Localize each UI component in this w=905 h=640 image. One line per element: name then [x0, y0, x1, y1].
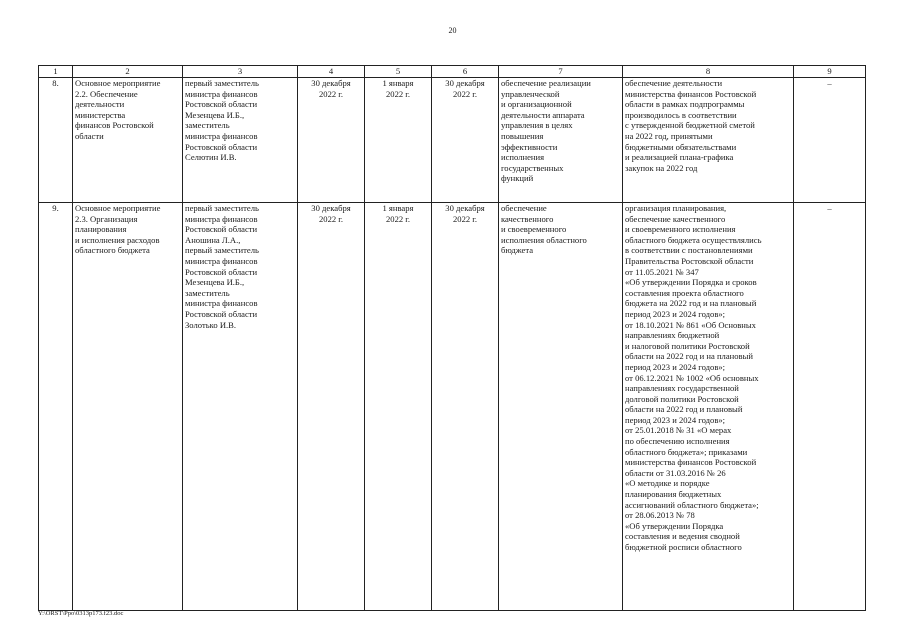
column-header: 6	[432, 66, 499, 78]
date-cell: 30 декабря 2022 г.	[432, 78, 499, 203]
responsible-cell: первый заместитель министра финансов Ростовской области Аношина Л.А., первый заместитель министра финансов Ростовской области Мезенцева И.Б., заместитель министра финансов Ростовской области Золотько И.В.	[183, 203, 298, 611]
report-table	[38, 65, 866, 611]
planned-result-cell: обеспечение реализации управленческой и организационной деятельности аппарата управления в целях повышения эффективности исполнения государственных функций	[499, 78, 623, 203]
actual-result-cell: организация планирования, обеспечение качественного и своевременного исполнения областного бюджета осуществлялись в соответствии с постановлениями Правительства Ростовской области от 11.05.2021 № 347 «Об утверждении Порядка и сроков составления проекта областного бюджета на 2022 год и на плановый период 2023 и 2024 годов»; от 18.10.2021 № 861 «Об Основных направлениях бюджетной и налоговой политики Ростовской области на 2022 год и на плановый период 2023 и 2024 годов»; от 06.12.2021 № 1002 «Об основных направлениях государственной долговой политики Ростовской области на 2022 год и плановый период 2023 и 2024 годов»; от 25.01.2018 № 31 «О мерах по обеспечению исполнения областного бюджета»; приказами министерства финансов Ростовской области от 31.03.2016 № 26 «О методике и порядке планирования бюджетных ассигнований областного бюджета»; от 28.06.2013 № 78 «Об утверждении Порядка составления и ведения сводной бюджетной росписи областного	[623, 203, 794, 611]
row-number: 8.	[39, 78, 73, 203]
page-number: 20	[448, 26, 457, 35]
column-header: 7	[499, 66, 623, 78]
column-header: 9	[794, 66, 866, 78]
column-header: 4	[298, 66, 365, 78]
event-name-cell: Основное мероприятие 2.2. Обеспечение деятельности министерства финансов Ростовской области	[73, 78, 183, 203]
date-cell: 1 января 2022 г.	[365, 203, 432, 611]
column-header: 5	[365, 66, 432, 78]
responsible-cell: первый заместитель министра финансов Ростовской области Мезенцева И.Б., заместитель министра финансов Ростовской области Селютин И.В.	[183, 78, 298, 203]
column-header: 2	[73, 66, 183, 78]
row-number: 9.	[39, 203, 73, 611]
planned-result-cell: обеспечение качественного и своевременного исполнения областного бюджета	[499, 203, 623, 611]
date-cell: 30 декабря 2022 г.	[432, 203, 499, 611]
table-row	[39, 203, 866, 611]
notes-cell: –	[794, 78, 866, 203]
notes-cell: –	[794, 203, 866, 611]
column-header: 1	[39, 66, 73, 78]
date-cell: 1 января 2022 г.	[365, 78, 432, 203]
column-header: 8	[623, 66, 794, 78]
file-path-footer: Y:\ORST\Ppo\0313p173.f23.doc	[38, 610, 124, 617]
header-row	[39, 66, 866, 78]
actual-result-cell: обеспечение деятельности министерства финансов Ростовской области в рамках подпрограммы производилось в соответствии с утвержденной бюджетной сметой на 2022 год, принятыми бюджетными обязательствами и реализацией плана-графика закупок на 2022 год	[623, 78, 794, 203]
table-row	[39, 78, 866, 203]
date-cell: 30 декабря 2022 г.	[298, 203, 365, 611]
date-cell: 30 декабря 2022 г.	[298, 78, 365, 203]
column-header: 3	[183, 66, 298, 78]
event-name-cell: Основное мероприятие 2.3. Организация планирования и исполнения расходов областного бюджета	[73, 203, 183, 611]
